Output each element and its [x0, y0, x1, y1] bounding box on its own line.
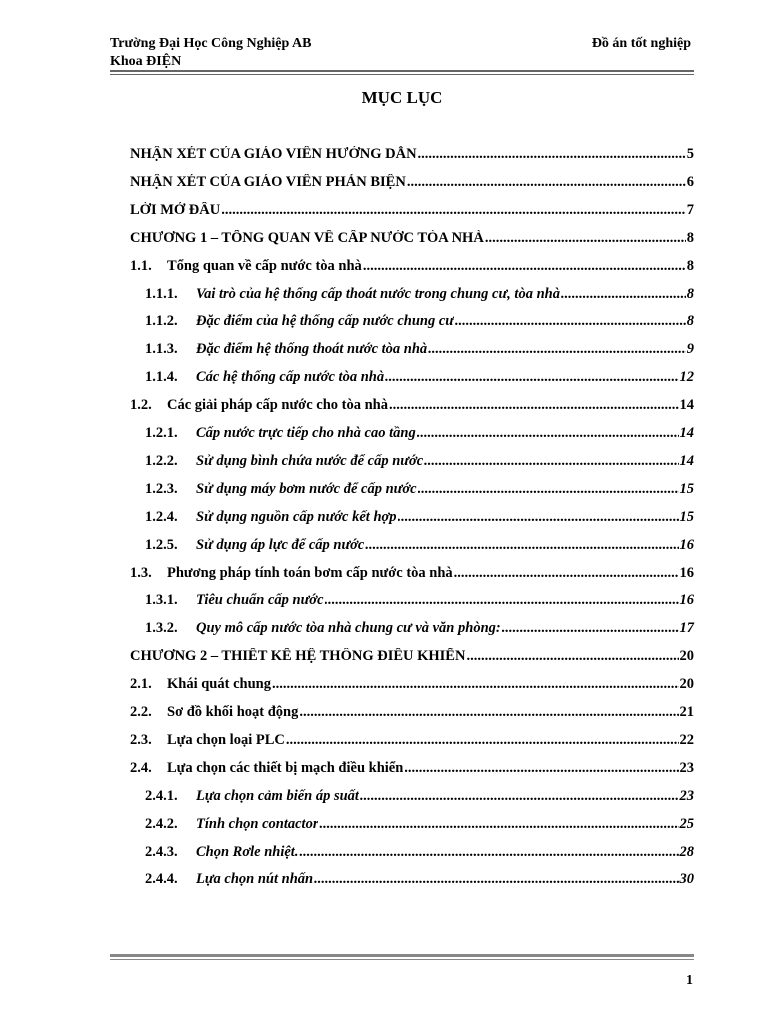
toc-entry-number: 2.4.2. [145, 815, 178, 832]
page-number: 1 [686, 973, 693, 988]
header-divider [110, 70, 694, 72]
toc-entry-title: Lựa chọn cảm biến áp suất [196, 787, 359, 804]
toc-entry-number: 1.3.2. [145, 620, 178, 637]
toc-entry-page: 6 [686, 173, 694, 190]
toc-entry-number: 1.2.2. [145, 452, 178, 469]
toc-entry[interactable] [130, 760, 694, 780]
toc-entry-title: Sử dụng nguồn cấp nước kết hợp [196, 508, 397, 525]
toc-entry-number: 2.3. [130, 731, 152, 748]
toc-leader-dots [286, 732, 679, 749]
toc-entry[interactable] [130, 397, 694, 417]
toc-entry-title: Sử dụng máy bơm nước để cấp nước [196, 480, 417, 497]
toc-leader-dots [385, 369, 678, 386]
toc-entry-page: 8 [686, 257, 694, 274]
toc-entry[interactable] [130, 565, 694, 585]
toc-entry-number: 2.4.1. [145, 787, 178, 804]
toc-entry[interactable] [145, 537, 694, 557]
toc-leader-dots [466, 648, 678, 665]
toc-entry-page: 14 [679, 397, 694, 414]
toc-entry[interactable] [130, 676, 694, 696]
toc-leader-dots [299, 704, 678, 721]
toc-entry-number: 2.4. [130, 759, 152, 776]
toc-entry-number: 1.1.4. [145, 369, 178, 386]
toc-entry-page: 14 [679, 425, 694, 441]
toc-entry-title: Sử dụng áp lực để cấp nước [196, 536, 365, 553]
header-divider-thin [110, 74, 694, 75]
toc-entry-page: 14 [679, 452, 694, 469]
toc-entry-number: 2.4.4. [145, 871, 178, 888]
toc-entry[interactable] [145, 453, 694, 473]
toc-entry-page: 15 [679, 508, 694, 525]
toc-entry-title: Sơ đồ khối hoạt động [167, 704, 299, 720]
toc-entry-page: 22 [679, 731, 694, 748]
toc-entry[interactable] [145, 481, 694, 501]
toc-entry-number: 1.1.3. [145, 341, 178, 358]
toc-entry[interactable] [130, 146, 694, 166]
toc-leader-dots [561, 286, 686, 303]
toc-entry[interactable] [145, 509, 694, 529]
toc-leader-dots [502, 620, 679, 637]
toc-entry[interactable] [145, 286, 694, 306]
header-left [110, 35, 311, 71]
toc-entry[interactable] [145, 369, 694, 389]
toc-leader-dots [418, 481, 679, 498]
toc-entry[interactable] [130, 732, 694, 752]
toc-entry[interactable] [130, 202, 694, 222]
toc-entry[interactable] [145, 313, 694, 333]
toc-entry-title: NHẬN XÉT CỦA GIÁO VIÊN HƯỚNG DẪN [130, 146, 417, 162]
toc-leader-dots [428, 341, 686, 358]
toc-entry-title: Vai trò của hệ thống cấp thoát nước trong chung cư, tòa nhà [196, 285, 560, 302]
toc-entry-page: 21 [679, 704, 694, 720]
school-name: Trường Đại Học Công Nghiệp AB [110, 36, 312, 51]
toc-entry-number: 1.3. [130, 564, 152, 581]
toc-entry-title: Các hệ thống cấp nước tòa nhà [196, 369, 385, 386]
toc-leader-dots [325, 592, 679, 609]
toc-leader-dots [398, 509, 679, 526]
toc-leader-dots [417, 425, 679, 442]
toc-entry-page: 20 [679, 648, 694, 665]
toc-leader-dots [404, 760, 678, 777]
toc-entry[interactable] [145, 788, 694, 808]
toc-entry-title: Tiêu chuẩn cấp nước [196, 592, 324, 609]
toc-entry-page: 12 [679, 369, 694, 386]
toc-entry[interactable] [130, 704, 694, 724]
toc-entry[interactable] [145, 620, 694, 640]
toc-entry-number: 1.2.4. [145, 508, 178, 525]
toc-entry[interactable] [145, 592, 694, 612]
toc-leader-dots [363, 258, 686, 275]
toc-leader-dots [299, 844, 678, 861]
toc-leader-dots [418, 146, 686, 163]
toc-leader-dots [389, 397, 679, 414]
toc-entry-number: 1.2.1. [145, 425, 178, 441]
toc-leader-dots [319, 816, 678, 833]
toc-entry-page: 9 [686, 341, 694, 358]
toc-leader-dots [365, 537, 678, 554]
toc-entry-page: 23 [679, 787, 694, 804]
toc-leader-dots [424, 453, 678, 470]
toc-entry-page: 5 [686, 146, 694, 162]
toc-leader-dots [360, 788, 679, 805]
toc-leader-dots [485, 230, 686, 247]
toc-entry-number: 2.4.3. [145, 843, 178, 860]
toc-entry-number: 1.2. [130, 397, 152, 414]
toc-entry-title: Sử dụng bình chứa nước để cấp nước [196, 452, 424, 469]
toc-entry[interactable] [145, 341, 694, 361]
toc-entry-title: Phương pháp tính toán bơm cấp nước tòa nhà [167, 564, 453, 581]
toc-leader-dots [454, 565, 679, 582]
toc-entry-title: Chọn Rơle nhiệt. [196, 843, 299, 860]
toc-entry-page: 25 [679, 815, 694, 832]
toc-entry-page: 23 [679, 759, 694, 776]
toc-entry-number: 2.2. [130, 704, 152, 720]
toc-entry-title: Lựa chọn nút nhấn [196, 871, 314, 888]
toc-entry-page: 16 [679, 536, 694, 553]
toc-entry-title: Lựa chọn loại PLC [167, 731, 285, 748]
toc-entry-number: 1.2.5. [145, 536, 178, 553]
toc-leader-dots [314, 871, 678, 888]
toc-entry-title: Lựa chọn các thiết bị mạch điều khiển [167, 759, 404, 776]
toc-entry-title: Khái quát chung [167, 676, 271, 693]
toc-entry-page: 8 [686, 285, 694, 302]
faculty-name: Khoa ĐIỆN [110, 54, 182, 69]
toc-entry-page: 15 [679, 480, 694, 497]
toc-entry-number: 1.1.1. [145, 285, 178, 302]
toc-entry-title: Đặc điểm của hệ thống cấp nước chung cư [196, 313, 454, 330]
toc-leader-dots [221, 202, 686, 219]
toc-entry[interactable] [145, 871, 694, 891]
toc-entry-title: NHẬN XÉT CỦA GIÁO VIÊN PHẢN BIỆN [130, 173, 406, 190]
toc-entry[interactable] [145, 844, 694, 864]
toc-entry[interactable] [130, 174, 694, 194]
toc-entry[interactable] [130, 230, 694, 250]
toc-entry-number: 1.1.2. [145, 313, 178, 330]
toc-entry[interactable] [130, 648, 694, 668]
toc-entry-number: 1.2.3. [145, 480, 178, 497]
toc-entry-title: Quy mô cấp nước tòa nhà chung cư và văn phòng: [196, 620, 501, 637]
toc-entry-number: 1.3.1. [145, 592, 178, 609]
document-type: Đồ án tốt nghiệp [591, 36, 691, 51]
toc-entry[interactable] [145, 816, 694, 836]
toc-entry-page: 16 [679, 564, 694, 581]
toc-entry-title: Tính chọn contactor [196, 815, 319, 832]
toc-entry-page: 20 [679, 676, 694, 693]
toc-entry-title: Các giải pháp cấp nước cho tòa nhà [167, 397, 388, 414]
toc-entry-page: 7 [686, 201, 694, 218]
page-title: MỤC LỤC [361, 88, 443, 107]
toc-entry-title: LỜI MỞ ĐẦU [130, 201, 221, 218]
toc-entry-page: 16 [679, 592, 694, 609]
toc-entry-page: 30 [679, 871, 694, 888]
toc-entry-title: Tổng quan về cấp nước tòa nhà [167, 257, 362, 274]
toc-entry-page: 8 [686, 313, 694, 330]
toc-leader-dots [272, 676, 679, 693]
toc-entry-number: 2.1. [130, 676, 152, 693]
toc-entry-number: 1.1. [130, 257, 152, 274]
toc-entry-page: 28 [679, 843, 694, 860]
toc-leader-dots [407, 174, 686, 191]
toc-entry-page: 8 [686, 229, 694, 246]
toc-leader-dots [455, 313, 686, 330]
toc-entry-title: CHƯƠNG 1 – TỔNG QUAN VỀ CẤP NƯỚC TÒA NHÀ [130, 229, 484, 246]
toc-entry-page: 17 [679, 620, 694, 637]
footer-divider [110, 954, 694, 957]
toc-entry-title: CHƯƠNG 2 – THIẾT KẾ HỆ THỐNG ĐIỀU KHIỂN [130, 648, 466, 665]
toc-entry-title: Đặc điểm hệ thống thoát nước tòa nhà [196, 341, 428, 358]
toc-entry-title: Cấp nước trực tiếp cho nhà cao tầng [196, 425, 416, 441]
footer-divider-thin [110, 959, 694, 960]
toc-entry[interactable] [145, 425, 694, 445]
toc-entry[interactable] [130, 258, 694, 278]
